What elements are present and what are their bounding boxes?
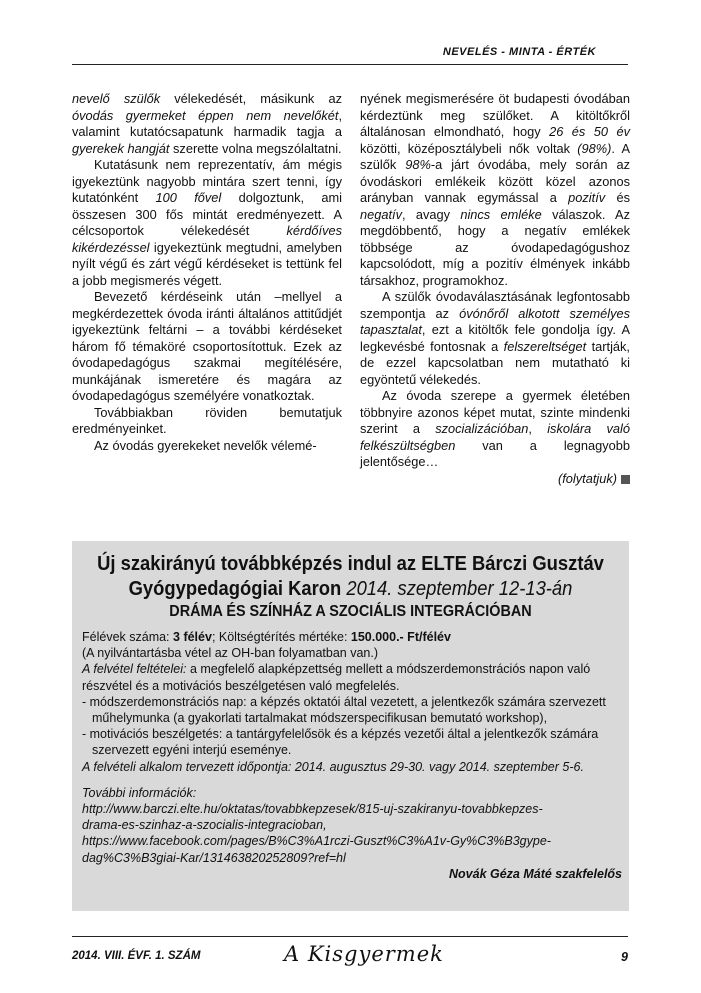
paragraph: Továbbiakban röviden bemutatjuk eredményeinket. <box>72 404 342 436</box>
admission-dates: A felvételi alkalom tervezett időpontja: 2014. augusztus 29-30. vagy 2014. szeptember 5-6. <box>82 759 584 774</box>
paragraph: nyének megismerésére öt budapesti óvodában kérdeztünk meg szülőket. A kitöltőkről általánosan elmondható, hogy 26 és 50 év közötti, középosztálybeli nők voltak (98%). A szülők 98%-a járt óvodába, mely során az óvodáskori emlékeik között közel azonos arányban vannak egymással a pozitív és negatív, avagy nincs emléke válaszok. Az megdöbbentő, hogy a negatív emlékek többsége az óvodapedagógushoz kapcsolódott, míg a pozitív élmények inkább társakhoz, programokhoz. <box>360 91 631 288</box>
continued-note: (folytatjuk) <box>360 471 630 488</box>
paragraph: nevelő szülők vélekedését, másikunk az óvodás gyermeket éppen nem nevelőkét, valamint kutatócsapatunk harmadik tagja a gyerekek hangját szerette volna megszólaltatni. <box>72 91 342 156</box>
paragraph: Kutatásunk nem reprezentatív, ám mégis igyekeztünk nagyobb mintára szert tenni, így kutatónként 100 fővel dolgoztunk, ami összesen 300 fős mintát eredményezett. A célcsoportok vélekedését kérdőíves kikérdezéssel igyekeztünk megtudni, amelyben nyílt végű és zárt végű kérdéseket is tettünk fel a jobb megismerés végett. <box>72 157 343 288</box>
list-item: - módszerdemonstrációs nap: a képzés oktatói által vezetett, a jelentkezők számára szervezett műhelymunka (a gyakorlati tartalmakat módszerspecifikusan bemutató workshop), <box>82 694 606 726</box>
signature: Novák Géza Máté szakfelelős <box>449 866 622 881</box>
course-details: Félévek száma: 3 félév; Költségtérítés mértéke: 150.000.- Ft/félév <box>82 630 451 644</box>
end-square-icon <box>621 475 630 484</box>
header-title: NEVELÉS - MINTA - ÉRTÉK <box>442 46 596 58</box>
running-header <box>72 40 628 65</box>
info-link-elte[interactable]: http://www.barczi.elte.hu/oktatas/tovabbkepzesek/815-uj-szakiranyu-tovabbkepzes- drama-es-szinhaz-a-szocialis-integracioban, <box>82 802 543 833</box>
accreditation-note: (A nyilvántartásba vétel az OH-ban folyamatban van.) <box>82 646 378 661</box>
page-footer <box>72 936 628 977</box>
announcement-box <box>72 541 629 911</box>
announcement-title: Új szakirányú továbbképzés indul az ELTE Bárczi Gusztáv Gyógypedagógiai Karon 2014. szeptember 12-13-án <box>97 553 604 600</box>
info-link-facebook[interactable]: https://www.facebook.com/pages/B%C3%A1rczi-Guszt%C3%A1v-Gy%C3%B3gype- dag%C3%B3giai-Kar/131463820252809?ref=hl <box>82 834 551 865</box>
right-column <box>360 91 630 487</box>
paragraph: Bevezető kérdéseink után –mellyel a megkérdezettek óvoda iránti általános attitűdjét igyekeztünk feltárni – a további kérdéseket három fő témaköré csoportosítottuk. Ezek az óvodapedagógus szakmai megítélésére, munkájának ismeretére és magára az óvodapedagógus személyére vonatkoztak. <box>72 289 342 403</box>
list-item: - motivációs beszélgetés: a tantárgyfelelősök és a képzés vezetői által a jelentkezők számára szervezett egyéni interjú eseménye. <box>82 727 599 758</box>
paragraph: Az óvodás gyerekeket nevelők vélemé- <box>94 437 317 453</box>
announcement-body <box>82 629 622 882</box>
paragraph: A szülők óvodaválasztásának legfontosabb szempontja az óvónőről alkotott személyes tapasztalat, ezt a kitöltők fele gondolja így. A legkevésbé fontosnak a felszereltséget tartják, de ezzel kapcsolatban nem mutatható ki egyöntetű vélekedés. <box>360 289 630 387</box>
page-number: 9 <box>621 950 628 964</box>
magazine-title: A Kisgyermek <box>284 942 444 966</box>
left-column <box>72 91 342 454</box>
paragraph: Az óvoda szerepe a gyermek életében többnyire azonos képet mutat, szinte mindenki szerint a szocializációban, iskolára való felkészültségben van a legnagyobb jelentősége… <box>360 388 630 469</box>
more-info-label: További információk: <box>82 785 197 800</box>
admission-conditions: A felvétel feltételei: a megfelelő alapképzettség mellett a módszerdemonstrációs napon való részvétel és a motivációs beszélgetésen való megfelelés. <box>82 662 591 693</box>
issue-info: 2014. VIII. ÉVF. 1. SZÁM <box>72 950 201 962</box>
announcement-subtitle: DRÁMA ÉS SZÍNHÁZ A SZOCIÁLIS INTEGRÁCIÓBAN <box>169 603 532 620</box>
